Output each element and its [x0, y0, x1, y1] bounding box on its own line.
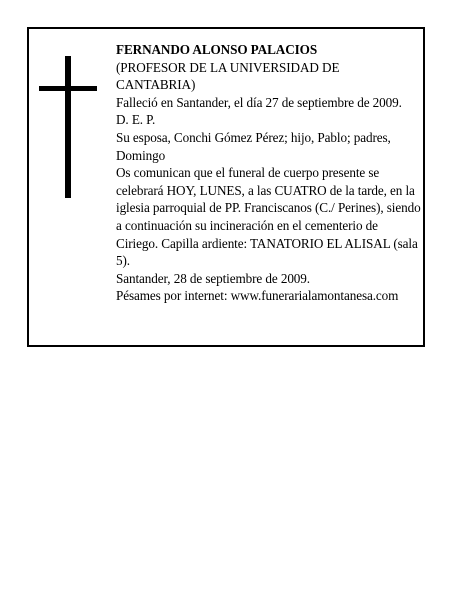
rip-line: D. E. P. — [116, 112, 156, 128]
death-line: Falleció en Santander, el día 27 de septiembre de 2009. — [116, 94, 402, 110]
date-place-line: Santander, 28 de septiembre de 2009. — [116, 270, 310, 286]
family-line: Su esposa, Conchi Gómez Pérez; hijo, Pablo; padres, Domingo — [116, 129, 391, 163]
condolences-line: Pésames por internet: www.funerarialamontanesa.com — [116, 288, 399, 304]
deceased-title: (PROFESOR DE LA UNIVERSIDAD DE CANTABRIA) — [116, 59, 340, 93]
deceased-name: FERNANDO ALONSO PALACIOS — [116, 42, 318, 57]
funeral-announcement: Os comunican que el funeral de cuerpo presente se celebrará HOY, LUNES, a las CUATRO de la tarde, en la iglesia parroquial de PP. Franciscanos (C./ Perines), siendo a continuación su incineración en el cementerio de Ciriego. Capilla ardiente: TANATORIO EL ALISAL (sala 5). — [116, 165, 421, 269]
cross-vertical-bar — [65, 56, 71, 198]
obituary-text — [116, 41, 421, 305]
cross-horizontal-bar — [39, 86, 97, 91]
obituary-notice — [27, 27, 425, 347]
